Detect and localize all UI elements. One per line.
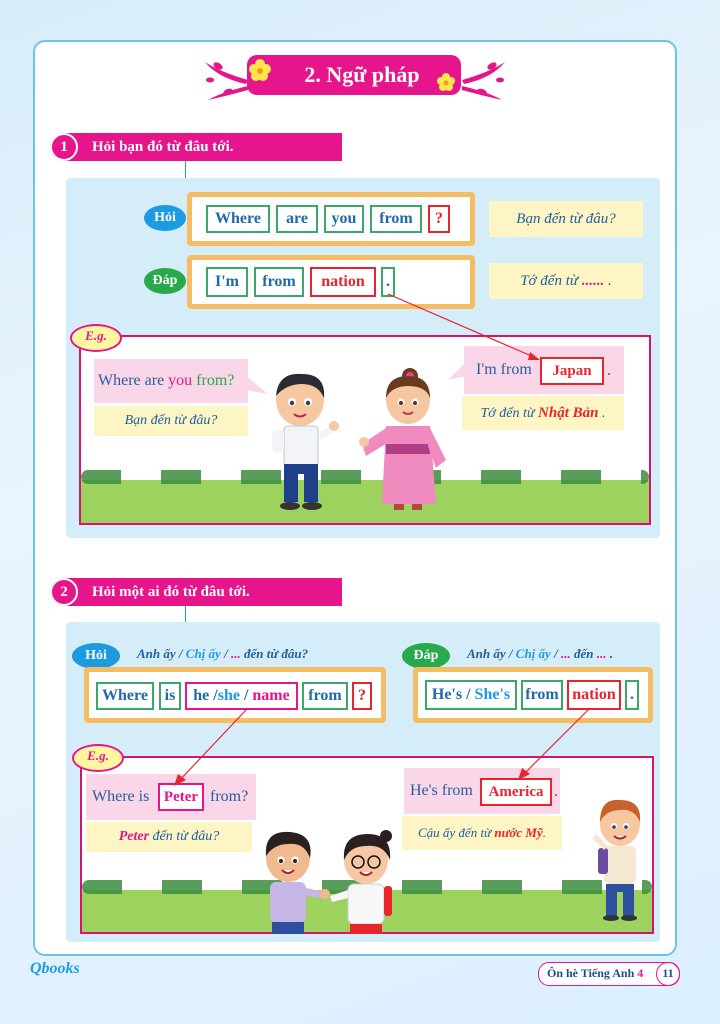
footer-book-number: 4 xyxy=(637,966,644,980)
footer-book-title-wrap xyxy=(547,963,643,983)
example-1-question-part-a: Where are xyxy=(98,372,169,389)
example-2-answer-translation-prefix: Cậu ấy đến từ xyxy=(417,825,495,840)
page-number: 11 xyxy=(656,962,680,986)
answer-word-from: from xyxy=(521,680,563,710)
example-2-question-value: Peter xyxy=(158,783,204,811)
answer-word-nation: nation xyxy=(310,267,376,297)
example-1-answer-value: Japan xyxy=(540,357,604,385)
answer-label-2: Đáp xyxy=(402,643,450,669)
question-word-where: Where xyxy=(206,205,270,233)
ask-label-2: Hỏi xyxy=(72,643,120,669)
example-2-answer-value: America xyxy=(480,778,552,806)
ask-hint-sep-2: / xyxy=(220,646,231,661)
page-title: 2. Ngữ pháp xyxy=(304,62,420,87)
example-2-answer-end: . xyxy=(554,783,558,800)
example-2-question-translation-value: Peter xyxy=(118,829,150,844)
question-word-from: from xyxy=(302,682,348,710)
footer-book-pill xyxy=(538,962,680,986)
example-1-question-part-c: from? xyxy=(196,372,235,389)
answer-period: . xyxy=(625,680,639,710)
question-mark: ? xyxy=(428,205,450,233)
answer-subject-she: She's xyxy=(474,686,511,703)
answer-label: Đáp xyxy=(144,268,186,294)
answer-subject-sep: / xyxy=(462,686,475,703)
example-1-answer-end: . xyxy=(607,362,611,379)
answer-subject xyxy=(425,680,517,710)
example-2-answer-prefix: He's from xyxy=(410,782,473,799)
question-subject-she: she xyxy=(217,687,240,704)
example-1-answer-prefix: I'm from xyxy=(476,361,532,378)
example-1-question-bubble xyxy=(94,359,248,403)
flower-icon xyxy=(248,58,272,82)
section-1-number: 1 xyxy=(50,133,78,161)
question-translation: Bạn đến từ đâu? xyxy=(489,201,643,237)
example-2-tag: E.g. xyxy=(72,744,124,772)
girl-kimono-illustration xyxy=(356,364,446,514)
example-1-answer-translation-value: Nhật Bản xyxy=(538,405,599,421)
example-2-question-prefix: Where is xyxy=(92,788,150,805)
section-1-label: Hỏi bạn đó từ đâu tới. xyxy=(92,139,234,155)
answer-translation-end: . xyxy=(608,273,612,289)
question-word-are: are xyxy=(276,205,318,233)
example-2-question-end: from? xyxy=(210,788,249,805)
page-title-box xyxy=(247,55,461,95)
section-1-header xyxy=(50,133,342,161)
example-2-answer-translation-end: . xyxy=(542,825,546,840)
question-word-is: is xyxy=(159,682,181,710)
connector-line xyxy=(185,161,186,179)
ask-label: Hỏi xyxy=(144,205,186,231)
answer-hint-dots-1: ... xyxy=(560,646,571,661)
peter-character-illustration xyxy=(590,798,650,922)
example-2-answer-translation xyxy=(402,816,562,850)
ask-hint-end: đến từ đâu? xyxy=(240,646,309,661)
footer-book-title: Ôn hè Tiếng Anh xyxy=(547,966,635,980)
answer-word-from: from xyxy=(254,267,304,297)
section-2-header xyxy=(50,578,342,606)
example-1-answer-translation-prefix: Tớ đến từ xyxy=(480,406,535,421)
answer-period: . xyxy=(381,267,395,297)
example-1-answer-translation-end: . xyxy=(601,406,606,421)
arrow-line xyxy=(510,704,600,786)
answer-hint-mid: đến xyxy=(570,646,597,661)
question-subject-name: name xyxy=(252,687,290,704)
answer-hint-end: . xyxy=(606,646,613,661)
answer-hint xyxy=(467,646,613,662)
example-1-tag: E.g. xyxy=(70,324,122,352)
qbooks-logo: Qbooks xyxy=(30,960,80,977)
ask-hint-part-a: Anh ấy xyxy=(137,646,176,661)
answer-translation-dots: ...... xyxy=(581,273,605,289)
question-word-where: Where xyxy=(96,682,154,710)
ask-hint-part-b: Chị ấy xyxy=(185,646,221,661)
example-1-question-part-b: you xyxy=(168,372,197,389)
answer-hint-sep-1: / xyxy=(505,646,516,661)
two-kids-illustration xyxy=(250,830,410,934)
answer-subject-he: He's xyxy=(431,686,463,703)
question-word-from: from xyxy=(370,205,422,233)
ask-hint-sep-1: / xyxy=(175,646,186,661)
question-subject-sep: / xyxy=(239,687,253,704)
ask-hint xyxy=(137,646,308,662)
ask-hint-dots: ... xyxy=(230,646,241,661)
answer-hint-dots-2: ... xyxy=(596,646,607,661)
section-2-label: Hỏi một ai đó từ đâu tới. xyxy=(92,584,250,600)
example-1-question-translation: Bạn đến từ đâu? xyxy=(94,406,248,436)
example-2-question-translation xyxy=(86,822,252,852)
answer-hint-sep-2: / xyxy=(550,646,561,661)
boy-character-illustration xyxy=(262,370,342,512)
question-word-you: you xyxy=(324,205,364,233)
section-2-number: 2 xyxy=(50,578,78,606)
arrow-line xyxy=(160,706,260,792)
flower-icon xyxy=(436,72,456,92)
answer-word-nation: nation xyxy=(567,680,621,710)
answer-hint-part-a: Anh ấy xyxy=(467,646,506,661)
arrow-line xyxy=(380,290,550,370)
example-2-answer-translation-value: nước Mỹ xyxy=(494,825,543,840)
question-mark: ? xyxy=(352,682,372,710)
answer-word-im: I'm xyxy=(206,267,248,297)
example-1-answer-translation xyxy=(462,396,624,430)
question-subject-he: he / xyxy=(193,687,218,704)
example-2-question-translation-end: đến từ đâu? xyxy=(149,829,220,844)
answer-hint-part-b: Chị ấy xyxy=(515,646,551,661)
answer-translation-prefix: Tớ đến từ xyxy=(520,273,579,289)
